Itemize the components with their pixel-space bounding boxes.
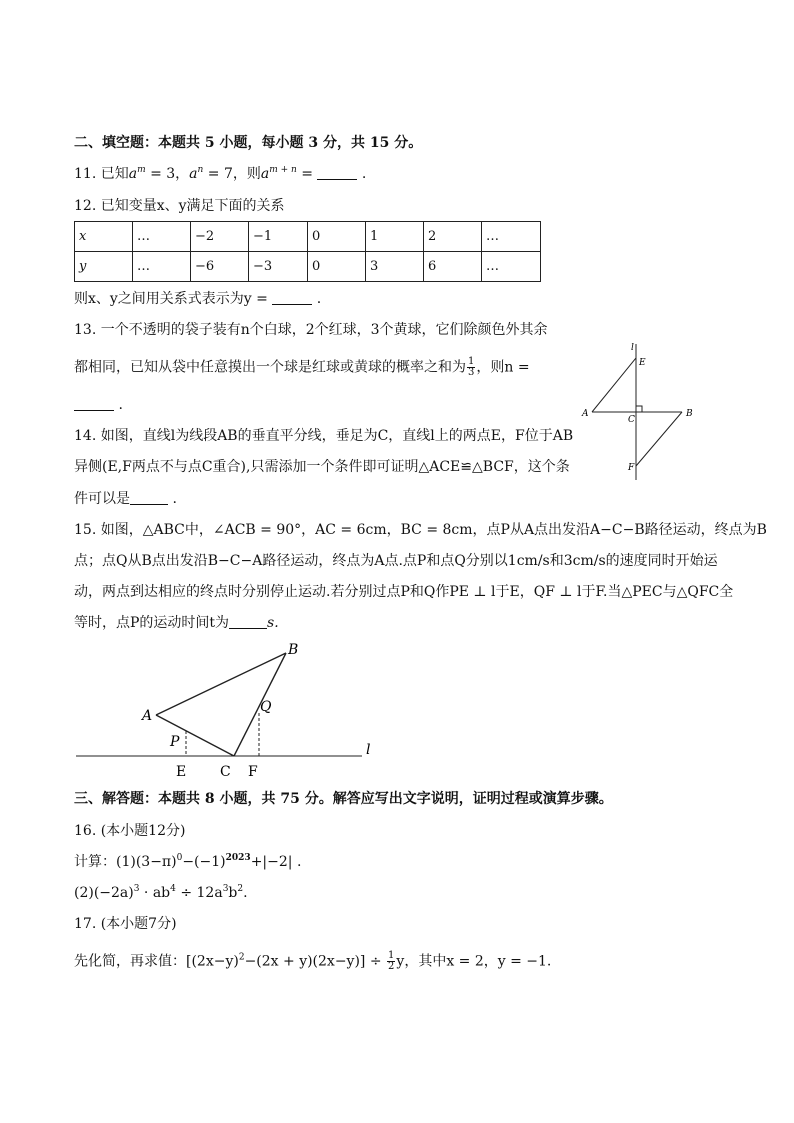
table-cell: −1 <box>249 222 308 252</box>
label-b: B <box>288 642 299 658</box>
question-13-line-2: 都相同，已知从袋中任意摸出一个球是红球或黄球的概率之和为 $\frac{1}{3}$ ，则n = <box>74 356 530 378</box>
table-cell: −3 <box>249 252 308 282</box>
table-row <box>75 252 541 282</box>
label-f: F <box>248 764 258 780</box>
table-cell: … <box>482 222 541 252</box>
question-15-line-4: 等时，点P的运动时间t为 s. <box>74 615 279 631</box>
fraction-one-half: $\frac{1}{2}$ <box>388 950 395 972</box>
section-2-title: 二、填空题：本题共 5 小题，每小题 3 分，共 15 分。 <box>74 135 423 151</box>
segment-ae <box>592 358 636 412</box>
answer-blank <box>130 490 168 505</box>
question-17-head: 17. (本小题7分) <box>74 916 177 932</box>
label-l: l <box>631 343 634 353</box>
table-cell: 1 <box>366 222 424 252</box>
question-14-line-2: 异侧(E,F两点不与点C重合),只需添加一个条件即可证明△ACE≌△BCF，这个条 <box>74 459 570 475</box>
question-13-line-1: 13. 一个不透明的袋子装有n个白球，2个红球，3个黄球，它们除颜色外其余 <box>74 322 548 338</box>
question-15-line-2: 点；点Q从B点出发沿B−C−A路径运动，终点为A点.点P和点Q分别以1cm/s和3cm/s的速度同时开始运 <box>74 553 718 569</box>
question-15-line-1: 15. 如图，△ABC中，∠ACB = 90°，AC = 6cm，BC = 8cm，点P从A点出发沿A−C−B路径运动，终点为B <box>74 522 767 538</box>
answer-blank <box>229 614 267 629</box>
label-f: F <box>628 463 635 473</box>
xy-value-table <box>74 221 541 282</box>
answer-blank <box>74 396 114 411</box>
question-16-head: 16. (本小题12分) <box>74 823 186 839</box>
table-cell: 2 <box>424 222 482 252</box>
table-cell: y <box>75 252 133 282</box>
table-cell: −6 <box>191 252 249 282</box>
question-13-line-3: . <box>74 395 123 415</box>
label-p: P <box>170 734 180 750</box>
perpendicular-bisector-figure <box>578 340 698 485</box>
question-16-part-1: 计算：$(1)(3-\pi)^0-(-1)^{2023}+|-2|$ . <box>74 853 302 870</box>
table-cell: … <box>133 252 191 282</box>
label-l: l <box>366 742 371 758</box>
fraction-one-third: $\frac{1}{3}$ <box>468 356 475 378</box>
question-12-intro: 12. 已知变量x、y满足下面的关系 <box>74 198 285 214</box>
table-cell: 0 <box>308 252 366 282</box>
question-11: 11. 已知$a^m = 3$，$a^n = 7$，则$a^{m + n}$ = . <box>74 165 367 182</box>
question-15-line-3: 动，两点到达相应的终点时分别停止运动.若分别过点P和Q作PE ⊥ l于E，QF ⊥ l于F.当△PEC与△QFC全 <box>74 584 734 600</box>
question-17-expression: 先化简，再求值：$[(2x-y)^2-(2x + y)(2x-y)]$ ÷ $\frac{1}{2}$ y，其中x = 2，y = −1. <box>74 950 552 972</box>
table-cell: 3 <box>366 252 424 282</box>
question-12-answer-line: 则x、y之间用关系式表示为y = . <box>74 291 322 307</box>
table-row <box>75 222 541 252</box>
table-cell: 6 <box>424 252 482 282</box>
label-e: E <box>176 764 187 780</box>
label-c: C <box>628 415 635 425</box>
table-cell: 0 <box>308 222 366 252</box>
label-c: C <box>220 764 231 780</box>
table-cell: x <box>75 222 133 252</box>
triangle-abc-figure <box>70 638 390 783</box>
question-16-part-2: $(2)(-2a)^3 \cdot ab^4 \div 12a^3b^2$. <box>74 884 248 901</box>
label-e: E <box>639 358 646 368</box>
answer-blank <box>317 165 357 180</box>
question-14-line-1: 14. 如图，直线l为线段AB的垂直平分线，垂足为C，直线l上的两点E，F位于AB <box>74 428 574 444</box>
question-14-line-3: 件可以是 . <box>74 491 177 507</box>
table-cell: … <box>133 222 191 252</box>
segment-ac <box>156 715 234 756</box>
table-cell: −2 <box>191 222 249 252</box>
label-q: Q <box>260 699 272 715</box>
table-cell: … <box>482 252 541 282</box>
label-a: A <box>142 708 153 724</box>
right-angle-mark <box>636 406 642 412</box>
label-b: B <box>686 409 693 419</box>
label-a: A <box>582 409 589 419</box>
section-3-title: 三、解答题：本题共 8 小题，共 75 分。解答应写出文字说明，证明过程或演算步骤。 <box>74 791 613 807</box>
segment-bf <box>636 412 682 466</box>
answer-blank <box>272 290 312 305</box>
